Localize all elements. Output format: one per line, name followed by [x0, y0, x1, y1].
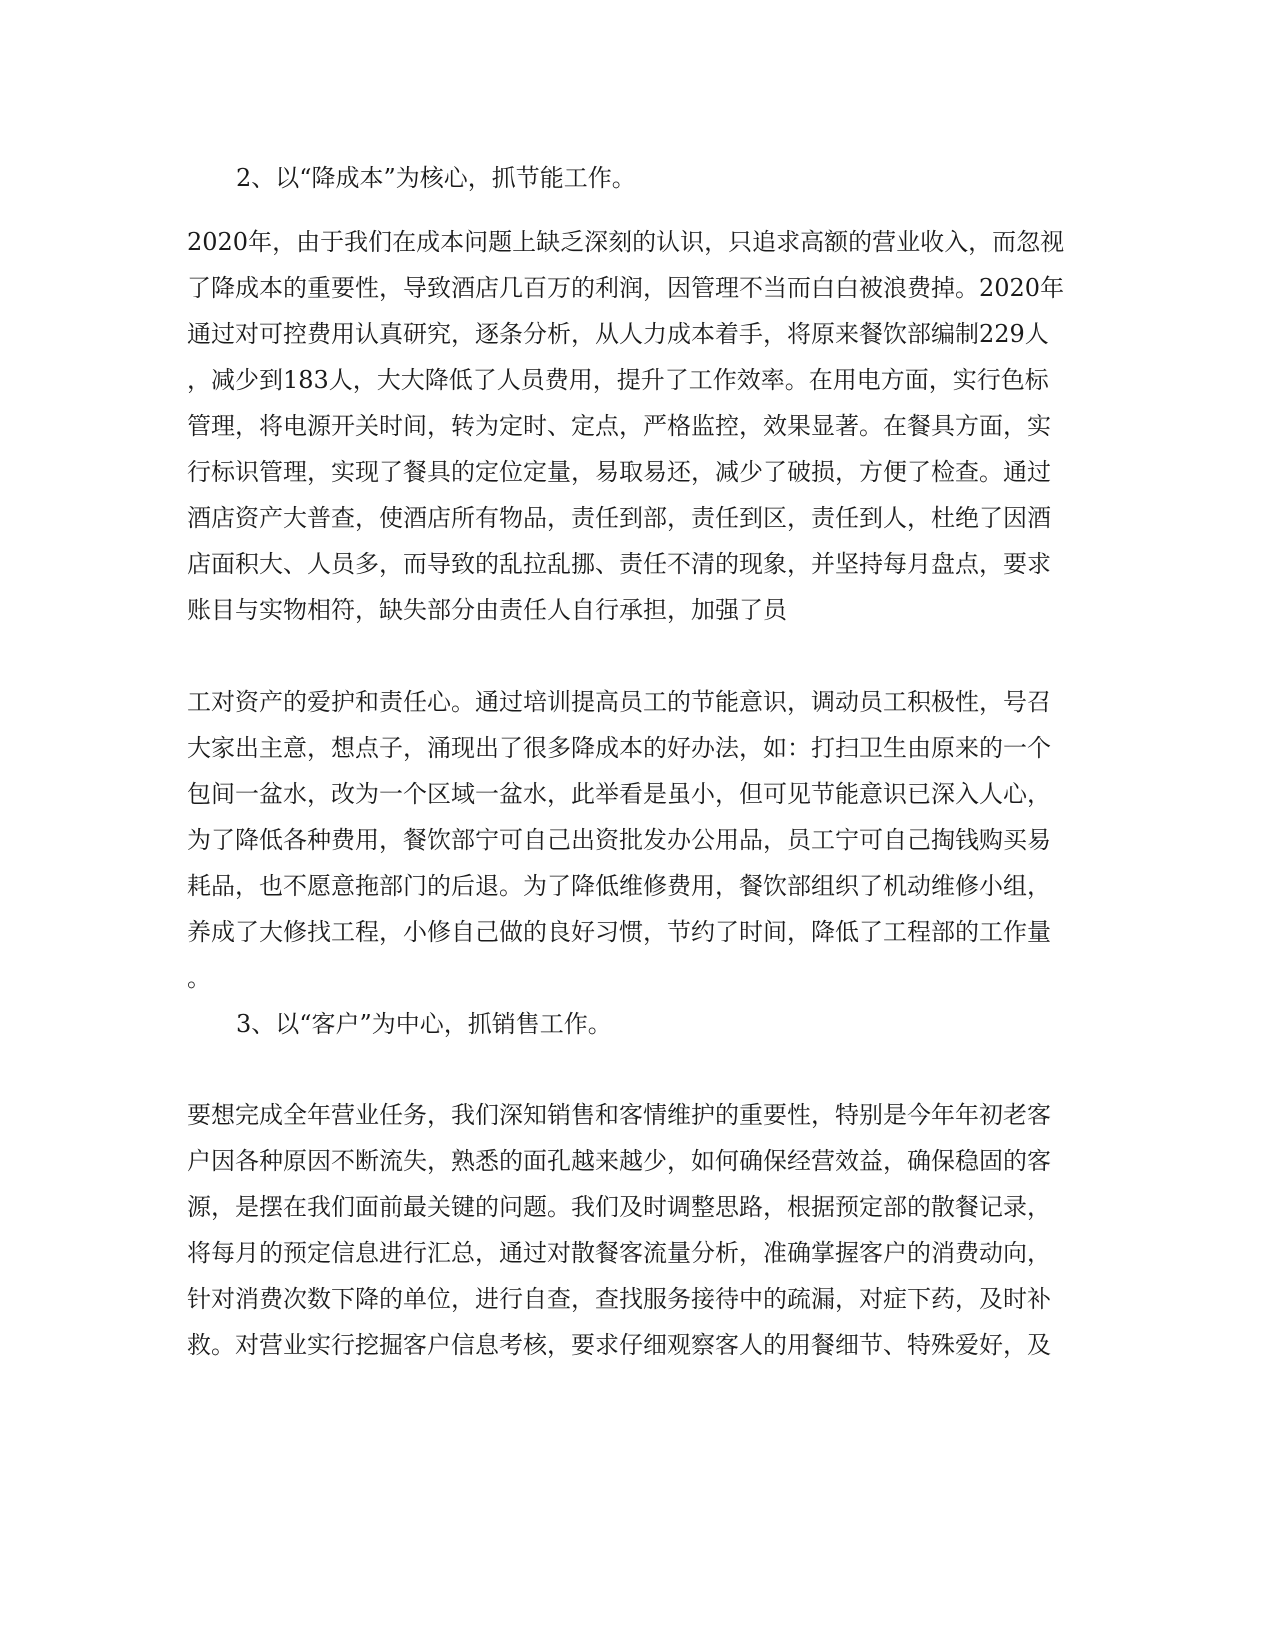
paragraph-line: 通过对可控费用认真研究，逐条分析，从人力成本着手，将原来餐饮部编制229人: [187, 320, 1049, 348]
paragraph-line: 户因各种原因不断流失，熟悉的面孔越来越少，如何确保经营效益，确保稳固的客: [187, 1147, 1051, 1175]
paragraph-line: ，减少到183人，大大降低了人员费用，提升了工作效率。在用电方面，实行色标: [187, 366, 1049, 394]
paragraph-line: 包间一盆水，改为一个区域一盆水，此举看是虽小，但可见节能意识已深入人心，: [187, 780, 1051, 808]
paragraph-line: 耗品，也不愿意拖部门的后退。为了降低维修费用，餐饮部组织了机动维修小组，: [187, 872, 1051, 900]
paragraph-line: 店面积大、人员多，而导致的乱拉乱挪、责任不清的现象，并坚持每月盘点，要求: [187, 550, 1051, 578]
section-heading-2: 2、以“降成本”为核心，抓节能工作。: [236, 164, 636, 192]
paragraph-line: 为了降低各种费用，餐饮部宁可自己出资批发办公用品，员工宁可自己掏钱购买易: [187, 826, 1051, 854]
paragraph-line: 账目与实物相符，缺失部分由责任人自行承担，加强了员: [187, 596, 787, 624]
paragraph-line: 管理，将电源开关时间，转为定时、定点，严格监控，效果显著。在餐具方面，实: [187, 412, 1051, 440]
paragraph-line: 酒店资产大普查，使酒店所有物品，责任到部，责任到区，责任到人，杜绝了因酒: [187, 504, 1051, 532]
paragraph-line: 行标识管理，实现了餐具的定位定量，易取易还，减少了破损，方便了检查。通过: [187, 458, 1051, 486]
paragraph-line: 2020年，由于我们在成本问题上缺乏深刻的认识，只追求高额的营业收入，而忽视: [187, 228, 1065, 256]
paragraph-line: 。: [187, 964, 211, 992]
paragraph-line: 针对消费次数下降的单位，进行自查，查找服务接待中的疏漏，对症下药，及时补: [187, 1285, 1051, 1313]
paragraph-line: 工对资产的爱护和责任心。通过培训提高员工的节能意识，调动员工积极性，号召: [187, 688, 1051, 716]
paragraph-line: 大家出主意，想点子，涌现出了很多降成本的好办法，如：打扫卫生由原来的一个: [187, 734, 1051, 762]
section-heading-3: 3、以“客户”为中心，抓销售工作。: [236, 1010, 612, 1038]
paragraph-line: 了降成本的重要性，导致酒店几百万的利润，因管理不当而白白被浪费掉。2020年: [187, 274, 1065, 302]
paragraph-line: 要想完成全年营业任务，我们深知销售和客情维护的重要性，特别是今年年初老客: [187, 1101, 1051, 1129]
paragraph-line: 养成了大修找工程，小修自己做的良好习惯，节约了时间，降低了工程部的工作量: [187, 918, 1051, 946]
paragraph-line: 救。对营业实行挖掘客户信息考核，要求仔细观察客人的用餐细节、特殊爱好，及: [187, 1331, 1051, 1359]
paragraph-line: 源，是摆在我们面前最关键的问题。我们及时调整思路，根据预定部的散餐记录，: [187, 1193, 1051, 1221]
paragraph-line: 将每月的预定信息进行汇总，通过对散餐客流量分析，准确掌握客户的消费动向，: [187, 1239, 1051, 1267]
